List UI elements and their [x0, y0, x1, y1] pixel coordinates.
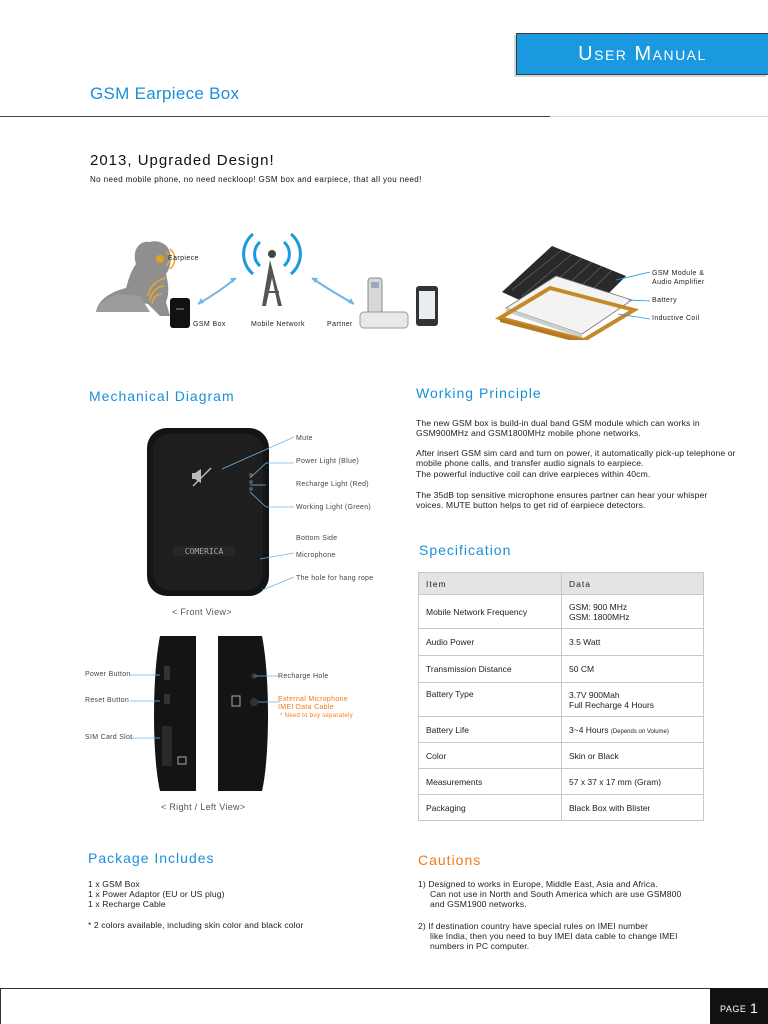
working-paragraph-2: After insert GSM sim card and turn on power, it automatically pick-up telephone or mobile phone calls, and transfer audio signals to earpiece.	[416, 448, 736, 469]
specification-heading: Specification	[419, 542, 512, 558]
spec-data: Black Box with Blister	[562, 795, 704, 821]
package-item: 1 x GSM Box	[88, 879, 140, 889]
label-mobile-network: Mobile Network	[251, 321, 305, 328]
working-paragraph-1: The new GSM box is build-in dual band GSM module which can works in GSM900MHz and GSM1800MHz mobile phone networks.	[416, 418, 700, 439]
label-need-buy: * Need to buy separately	[280, 713, 353, 719]
spec-data: 57 x 37 x 17 mm (Gram)	[562, 769, 704, 795]
label-recharge-hole: Recharge Hole	[278, 673, 329, 680]
label-inductive-coil: Inductive Coil	[652, 315, 700, 322]
caution-2-line-2: like India, then you need to buy IMEI data cable to change IMEI	[430, 931, 678, 941]
table-row	[419, 717, 704, 743]
label-hang-rope: The hole for hang rope	[296, 575, 374, 582]
label-mute: Mute	[296, 435, 313, 442]
label-gsm-module: GSM Module &	[652, 270, 705, 277]
table-row	[419, 683, 704, 717]
caution-1-line-3: and GSM1900 networks.	[430, 899, 527, 909]
label-power-light: Power Light (Blue)	[296, 458, 359, 465]
usage-illustration	[90, 222, 450, 337]
spec-data-line: GSM: 900 MHz	[569, 601, 628, 612]
label-partner: Partner	[327, 321, 353, 328]
tagline: 2013, Upgraded Design!	[90, 152, 275, 169]
working-principle-heading: Working Principle	[416, 385, 542, 401]
spec-data: 50 CM	[562, 656, 704, 683]
spec-data	[562, 595, 704, 629]
user-manual-label: User Manual	[578, 43, 707, 65]
package-heading: Package Includes	[88, 850, 215, 866]
label-bottom-side: Bottom Side	[296, 535, 338, 542]
working-paragraph-2b: The powerful inductive coil can drive earpieces within 40cm.	[416, 469, 651, 479]
link-arrow-icon	[312, 278, 354, 304]
spec-item: Battery Life	[419, 717, 562, 743]
home-phone-icon	[360, 278, 408, 328]
label-gsm-box: GSM Box	[193, 321, 226, 328]
spec-item: Measurements	[419, 769, 562, 795]
document-title: GSM Earpiece Box	[90, 84, 240, 103]
side-view-illustration	[150, 636, 280, 796]
label-battery: Battery	[652, 297, 677, 304]
spec-item: Color	[419, 743, 562, 769]
label-imei-cable: IMEI Data Cable	[278, 704, 334, 711]
spec-data	[562, 717, 704, 743]
spec-table-wrap	[418, 572, 704, 821]
working-paragraph-3: The 35dB top sensitive microphone ensures partner can hear your whisper voices. MUTE button helps to get rid of earpiece detectors.	[416, 490, 708, 511]
left-side-body	[218, 636, 268, 791]
right-side-body	[154, 636, 196, 791]
table-row	[419, 743, 704, 769]
table-row	[419, 795, 704, 821]
package-item: 1 x Recharge Cable	[88, 899, 166, 909]
package-item: 1 x Power Adaptor (EU or US plug)	[88, 889, 225, 899]
label-sim-slot: SIM Card Slot	[85, 734, 133, 741]
package-note: * 2 colors available, including skin color and black color	[88, 920, 304, 930]
caution-2-line-1: 2) If destination country have special rules on IMEI number	[418, 921, 648, 931]
spec-data	[562, 683, 704, 717]
cautions-heading: Cautions	[418, 852, 482, 868]
device-brand-text: COMERICA	[184, 547, 224, 556]
user-manual-badge	[516, 33, 768, 75]
power-button-icon	[164, 666, 170, 680]
label-external-mic: External Microphone	[278, 696, 348, 703]
page-number: 1	[750, 1000, 758, 1016]
side-right-leader-lines	[254, 674, 280, 704]
spec-table	[418, 572, 704, 821]
footer-bar	[0, 988, 710, 1024]
label-working-light: Working Light (Green)	[296, 504, 372, 511]
table-row	[419, 595, 704, 629]
spec-item: Transmission Distance	[419, 656, 562, 683]
spec-data: Skin or Black	[562, 743, 704, 769]
spec-item: Battery Type	[419, 683, 562, 717]
spec-header-row	[419, 573, 704, 595]
table-row	[419, 629, 704, 656]
spec-data-line: Full Recharge 4 Hours	[569, 699, 655, 710]
page-label: PAGE	[720, 1004, 747, 1014]
link-arrow-icon	[198, 278, 236, 304]
caution-1-line-1: 1) Designed to works in Europe, Middle East, Asia and Africa.	[418, 879, 658, 889]
label-reset-button: Reset Button	[85, 697, 130, 704]
tagline-subtext: No need mobile phone, no need neckloop! GSM box and earpiece, that all you need!	[90, 175, 422, 184]
table-row	[419, 656, 704, 683]
spec-data-line: GSM: 1800MHz	[569, 611, 630, 622]
front-view-caption: < Front View>	[172, 607, 232, 617]
mobile-phone-icon	[416, 286, 438, 326]
caution-1-line-2: Can not use in North and South America which are use GSM800	[430, 889, 682, 899]
label-audio-amplifier: Audio Amplifier	[652, 279, 705, 286]
header-divider-light	[550, 116, 768, 117]
front-view-leader-lines	[220, 435, 300, 590]
header-divider	[0, 116, 550, 117]
label-earpiece: Earpiece	[168, 255, 199, 262]
cell-tower-icon	[244, 234, 301, 306]
spec-data-value: 3~4 Hours	[569, 724, 609, 735]
spec-header-data: Data	[562, 573, 704, 595]
spec-header-item: Item	[419, 573, 562, 595]
gsm-box-icon	[170, 298, 190, 328]
person-icon	[96, 241, 171, 316]
caution-2-line-3: numbers in PC computer.	[430, 941, 530, 951]
internal-layers-illustration	[492, 240, 652, 340]
reset-button-icon	[164, 694, 170, 704]
spec-item: Packaging	[419, 795, 562, 821]
page-number-box	[710, 988, 768, 1024]
label-power-button: Power Button	[85, 671, 131, 678]
label-microphone: Microphone	[296, 552, 336, 559]
spec-data-line: 3.7V 900Mah	[569, 689, 620, 700]
spec-item: Mobile Network Frequency	[419, 595, 562, 629]
spec-data-note: (Depends on Volume)	[610, 728, 669, 735]
spec-data: 3.5 Watt	[562, 629, 704, 656]
spec-item: Audio Power	[419, 629, 562, 656]
label-recharge-light: Recharge Light (Red)	[296, 481, 369, 488]
sim-slot-icon	[162, 726, 172, 766]
mechanical-diagram-heading: Mechanical Diagram	[89, 388, 235, 404]
side-view-caption: < Right / Left View>	[161, 802, 246, 812]
side-left-leader-lines	[130, 670, 160, 750]
table-row	[419, 769, 704, 795]
